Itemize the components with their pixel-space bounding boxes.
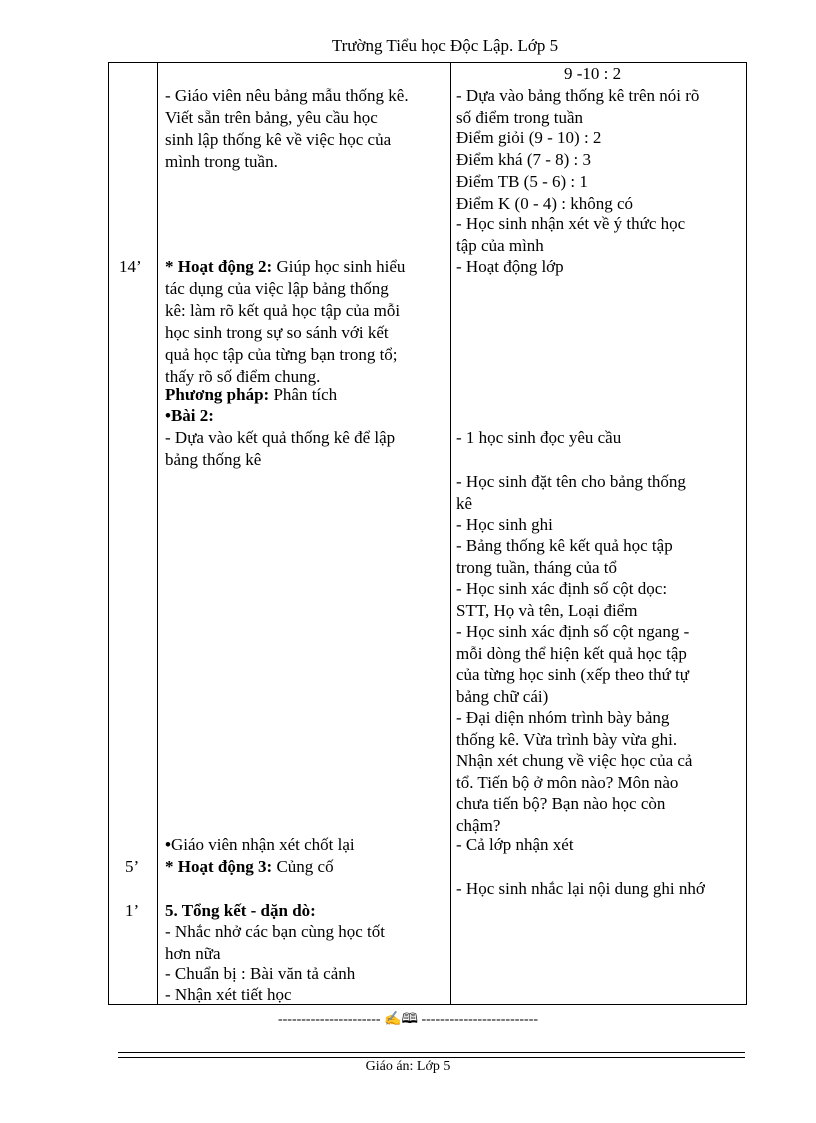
- activity-3-label: * Hoạt động 3:: [165, 857, 273, 876]
- student-text: trong tuần, tháng của tổ: [456, 558, 617, 577]
- student-text: của từng học sinh (xếp theo thứ tự: [456, 665, 690, 684]
- activity-2-label: * Hoạt động 2:: [165, 257, 273, 276]
- teacher-text: học sinh trong sự so sánh với kết: [165, 323, 389, 342]
- student-text: chậm?: [456, 816, 501, 835]
- student-text: thống kê. Vừa trình bày vừa ghi.: [456, 730, 678, 749]
- student-text: bảng chữ cái): [456, 687, 549, 706]
- time-activity-3: 5’: [125, 857, 140, 876]
- student-text: 9 -10 : 2: [564, 64, 622, 83]
- teacher-text: tác dụng của việc lập bảng thống: [165, 279, 389, 298]
- student-text: - Học sinh đặt tên cho bảng thống: [456, 472, 686, 491]
- teacher-text: - Nhắc nhở các bạn cùng học tốt: [165, 922, 385, 941]
- footer-rule: [118, 1052, 745, 1058]
- teacher-text: kê: làm rõ kết quả học tập của mỗi: [165, 301, 401, 320]
- student-text: - Dựa vào bảng thống kê trên nói rõ: [456, 86, 700, 105]
- column-divider-student: [450, 63, 451, 1004]
- teacher-text: - Chuẩn bị : Bài văn tả cảnh: [165, 964, 356, 983]
- student-text: - Học sinh nhắc lại nội dung ghi nhớ: [456, 879, 705, 898]
- student-text: - Hoạt động lớp: [456, 257, 564, 276]
- teacher-text: thấy rõ số điểm chung.: [165, 367, 321, 386]
- time-activity-2: 14’: [119, 257, 142, 276]
- student-text: STT, Họ và tên, Loại điểm: [456, 601, 638, 620]
- lesson-table: [108, 62, 747, 1005]
- student-text: - 1 học sinh đọc yêu cầu: [456, 428, 622, 447]
- column-divider-time: [157, 63, 158, 1004]
- student-text: - Bảng thống kê kết quả học tập: [456, 536, 673, 555]
- page-footer: Giáo án: Lớp 5: [365, 1059, 451, 1074]
- book-ornament-icon: ✍🕮: [384, 1012, 418, 1027]
- exercise-2-heading: • Bài 2:: [165, 405, 214, 427]
- page-separator: [0, 1008, 816, 1032]
- student-text: số điểm trong tuần: [456, 108, 584, 127]
- student-text: tập của mình: [456, 236, 544, 255]
- score-fair: Điểm khá (7 - 8) : 3: [456, 150, 592, 169]
- student-text: chưa tiến bộ? Bạn nào học còn: [456, 794, 666, 813]
- teacher-text: - Dựa vào kết quả thống kê để lập: [165, 428, 396, 447]
- student-text: - Học sinh xác định số cột dọc:: [456, 579, 668, 598]
- student-text: - Học sinh nhận xét về ý thức học: [456, 214, 686, 233]
- activity-2-heading: [165, 256, 405, 278]
- student-text: - Đại diện nhóm trình bày bảng: [456, 708, 670, 727]
- teacher-text: quả học tập của từng bạn trong tổ;: [165, 345, 398, 364]
- method-line: [165, 384, 337, 406]
- teacher-text: • Giáo viên nhận xét chốt lại: [165, 834, 355, 856]
- teacher-text: hơn nữa: [165, 944, 221, 963]
- activity-3-goal: Củng cố: [272, 857, 334, 876]
- time-summary: 1’: [125, 901, 140, 920]
- method-label: Phương pháp:: [165, 385, 270, 404]
- teacher-text: - Giáo viên nêu bảng mẫu thống kê.: [165, 86, 409, 105]
- teacher-text: mình trong tuần.: [165, 152, 278, 171]
- score-average: Điểm TB (5 - 6) : 1: [456, 172, 588, 191]
- teacher-text: Viết sẵn trên bảng, yêu cầu học: [165, 108, 378, 127]
- separator-dashes-left: ----------------------: [277, 1012, 381, 1027]
- student-text: - Học sinh xác định số cột ngang -: [456, 622, 690, 641]
- separator-dashes-right: -------------------------: [421, 1012, 539, 1027]
- student-text: kê: [456, 494, 473, 513]
- activity-3-heading: [165, 856, 334, 878]
- teacher-text: - Nhận xét tiết học: [165, 985, 292, 1004]
- page-header: Trường Tiểu học Độc Lập. Lớp 5: [331, 36, 559, 55]
- student-text: - Cả lớp nhận xét: [456, 835, 574, 854]
- student-text: Nhận xét chung về việc học của cả: [456, 751, 693, 770]
- student-text: mỗi dòng thể hiện kết quả học tập: [456, 644, 687, 663]
- activity-2-goal: Giúp học sinh hiểu: [272, 257, 406, 276]
- student-text: tổ. Tiến bộ ở môn nào? Môn nào: [456, 773, 679, 792]
- score-weak: Điểm K (0 - 4) : không có: [456, 194, 634, 213]
- teacher-text: sinh lập thống kê về việc học của: [165, 130, 392, 149]
- score-good: Điểm giỏi (9 - 10) : 2: [456, 128, 602, 147]
- summary-heading: 5. Tổng kết - dặn dò:: [165, 901, 316, 920]
- teacher-text: bảng thống kê: [165, 450, 262, 469]
- student-text: - Học sinh ghi: [456, 515, 553, 534]
- method-value: Phân tích: [269, 385, 338, 404]
